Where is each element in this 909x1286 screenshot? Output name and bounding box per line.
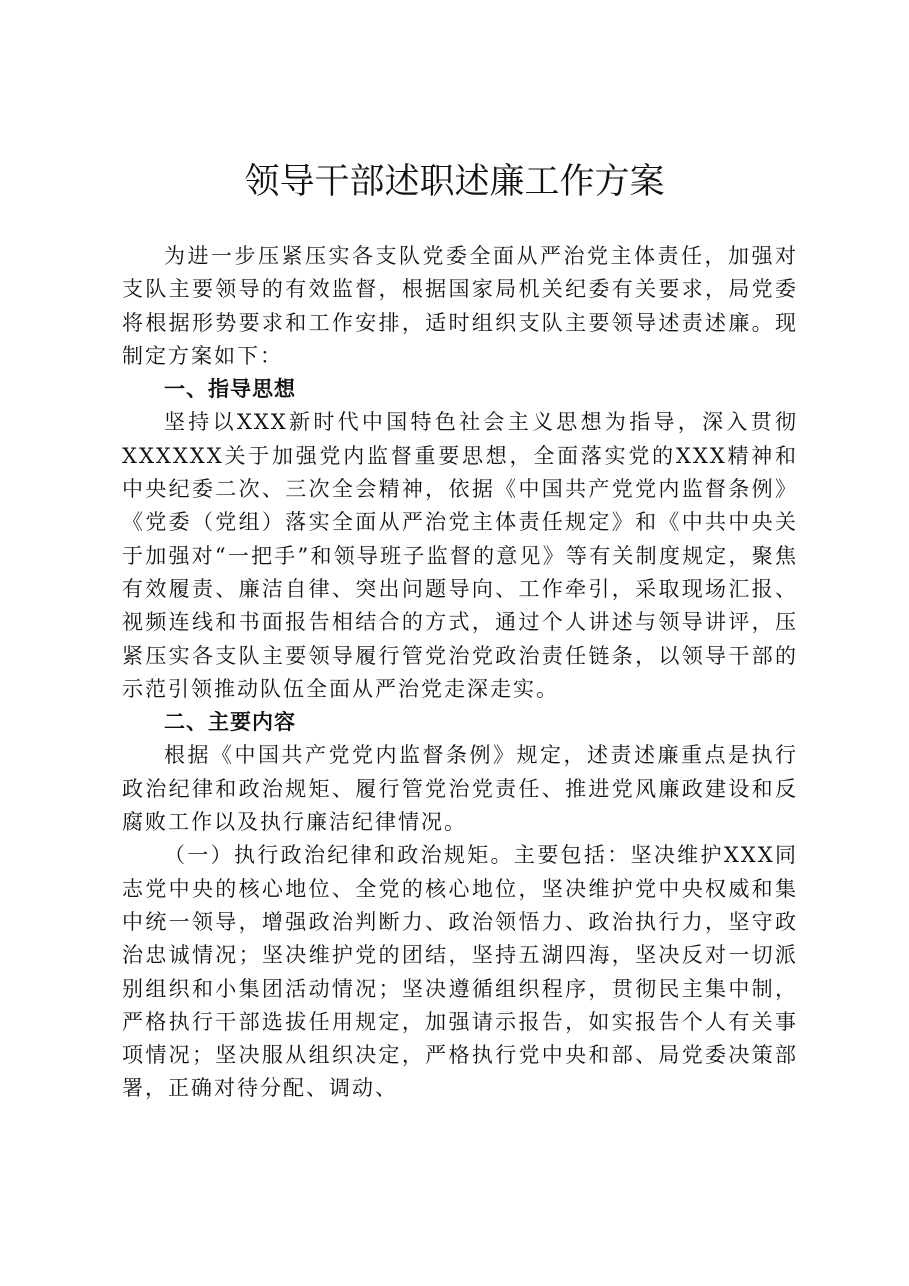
item-political-discipline-text: 主要包括：坚决维护XXX同志党中央的核心地位、全党的核心地位，坚决维护党中央权威和集中统一领导，增强政治判断力、政治领悟力、政治执行力，坚守政治忠诚情况；坚决维护党的团结，坚持五湖四海，坚决反对一切派别组织和小集团活动情况；坚决遵循组织程序，贯彻民主集中制，严格执行干部选拔任用规定，加强请示报告，如实报告个人有关事项情况；坚决服从组织决定，严格执行党中央和部、局党委决策部署，正确对待分配、调动、 [122,843,798,1101]
document-body [122,240,798,1106]
guiding-thought-paragraph: 坚持以XXX新时代中国特色社会主义思想为指导，深入贯彻XXXXXX关于加强党内监督重要思想，全面落实党的XXX精神和中央纪委二次、三次全会精神，依据《中国共产党党内监督条例》《党委（党组）落实全面从严治党主体责任规定》和《中共中央关于加强对“一把手”和领导班子监督的意见》等有关制度规定，聚焦有效履责、廉洁自律、突出问题导向、工作牵引，采取现场汇报、视频连线和书面报告相结合的方式，通过个人讲述与领导讲评，压紧压实各支队主要领导履行管党治党政治责任链条，以领导干部的示范引领推动队伍全面从严治党走深走实。 [122,410,798,701]
item-political-discipline-paragraph [122,839,798,1105]
intro-paragraph: 为进一步压紧压实各支队党委全面从严治党主体责任，加强对支队主要领导的有效监督，根据国家局机关纪委有关要求，局党委将根据形势要求和工作安排，适时组织支队主要领导述责述廉。现制定方案如下： [122,244,798,368]
section-heading-main-content: 二、主要内容 [164,710,296,735]
section-heading-guiding-thought: 一、指导思想 [164,377,296,402]
document-title: 领导干部述职述廉工作方案 [244,162,665,202]
item-political-discipline-lead: （一）执行政治纪律和政治规矩。 [164,843,514,868]
main-content-paragraph: 根据《中国共产党党内监督条例》规定，述责述廉重点是执行政治纪律和政治规矩、履行管党治党责任、推进党风廉政建设和反腐败工作以及执行廉洁纪律情况。 [122,743,798,835]
